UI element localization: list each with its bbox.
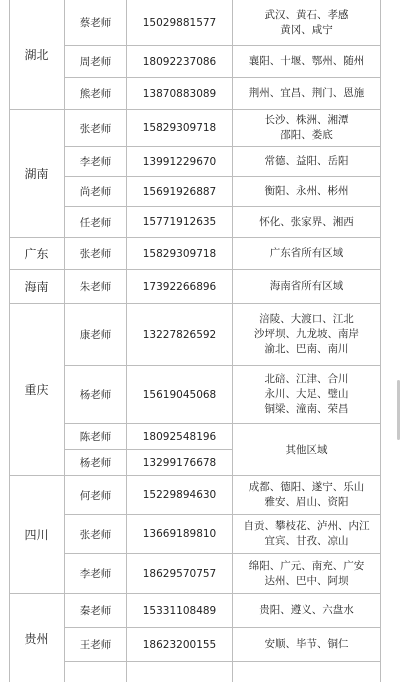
area-line: 安顺、毕节、铜仁 bbox=[264, 638, 349, 650]
phone-number: 15229894630 bbox=[126, 476, 232, 514]
service-area bbox=[232, 207, 381, 237]
table-row bbox=[64, 0, 381, 46]
table-row bbox=[64, 476, 381, 515]
table-row bbox=[64, 177, 381, 207]
service-area bbox=[232, 515, 381, 553]
table-row bbox=[64, 78, 381, 110]
phone-number: 18092548196 bbox=[126, 424, 232, 449]
phone-number: 18623200155 bbox=[126, 628, 232, 661]
service-area bbox=[232, 628, 381, 661]
region-chongqing: 重庆 bbox=[9, 304, 64, 476]
phone-number: 13669189810 bbox=[126, 515, 232, 553]
area-line: 衡阳、永州、彬州 bbox=[264, 185, 349, 197]
area-line: 海南省所有区域 bbox=[269, 280, 344, 292]
service-area bbox=[232, 78, 381, 109]
table-row bbox=[64, 554, 381, 594]
area-line: 长沙、株洲、湘潭 bbox=[264, 114, 349, 126]
phone-number: 17392266896 bbox=[126, 270, 232, 303]
service-area bbox=[232, 238, 381, 269]
area-line: 荆州、宜昌、荆门、恩施 bbox=[248, 87, 365, 99]
contact-table bbox=[9, 0, 381, 682]
teacher-name bbox=[64, 662, 126, 682]
area-line: 邵阳、娄底 bbox=[280, 129, 333, 141]
table-row bbox=[64, 110, 381, 147]
teacher-name: 李老师 bbox=[64, 147, 126, 176]
region-guangdong: 广东 bbox=[9, 238, 64, 270]
service-area bbox=[232, 304, 381, 365]
teacher-name: 陈老师 bbox=[64, 424, 126, 449]
region-sichuan: 四川 bbox=[9, 476, 64, 594]
service-area bbox=[232, 177, 381, 206]
teacher-name: 任老师 bbox=[64, 207, 126, 237]
phone-number: 15691926887 bbox=[126, 177, 232, 206]
service-area bbox=[232, 46, 381, 77]
area-line: 怀化、张家界、湘西 bbox=[259, 215, 354, 228]
table-row bbox=[64, 270, 381, 304]
phone-number: 18092237086 bbox=[126, 46, 232, 77]
service-area bbox=[232, 0, 381, 45]
teacher-name: 张老师 bbox=[64, 515, 126, 553]
service-area bbox=[232, 662, 381, 682]
phone-number: 13227826592 bbox=[126, 304, 232, 365]
phone-number: 15029881577 bbox=[126, 0, 232, 45]
region-hunan: 湖南 bbox=[9, 110, 64, 238]
phone-number: 13991229670 bbox=[126, 147, 232, 176]
area-line: 涪陵、大渡口、江北 bbox=[259, 313, 354, 325]
area-line: 沙坪坝、九龙坡、南岸 bbox=[254, 328, 359, 340]
table-row bbox=[64, 594, 381, 628]
service-area bbox=[232, 366, 381, 423]
area-line: 宜宾、甘孜、凉山 bbox=[264, 535, 349, 547]
teacher-name: 张老师 bbox=[64, 238, 126, 269]
area-line: 铜梁、潼南、荣昌 bbox=[264, 403, 349, 415]
teacher-name: 熊老师 bbox=[64, 78, 126, 109]
table-row bbox=[64, 662, 381, 682]
service-area bbox=[232, 110, 381, 146]
teacher-name: 李老师 bbox=[64, 554, 126, 593]
teacher-name: 王老师 bbox=[64, 628, 126, 661]
teacher-name: 秦老师 bbox=[64, 594, 126, 627]
table-row bbox=[64, 515, 381, 554]
phone-number: 15771912635 bbox=[126, 207, 232, 237]
phone-number: 13870883089 bbox=[126, 78, 232, 109]
table-row bbox=[64, 207, 381, 238]
teacher-name: 朱老师 bbox=[64, 270, 126, 303]
region-hubei: 湖北 bbox=[9, 0, 64, 110]
service-area bbox=[232, 270, 381, 303]
service-area bbox=[232, 147, 381, 176]
region-hainan: 海南 bbox=[9, 270, 64, 304]
service-area bbox=[232, 594, 381, 627]
phone-number: 13299176678 bbox=[126, 450, 232, 475]
area-line: 北碚、江津、合川 bbox=[264, 373, 349, 385]
teacher-name: 杨老师 bbox=[64, 366, 126, 423]
teacher-name: 何老师 bbox=[64, 476, 126, 514]
teacher-name: 张老师 bbox=[64, 110, 126, 146]
table-row bbox=[64, 366, 381, 424]
phone-number: 15619045068 bbox=[126, 366, 232, 423]
region-guizhou: 贵州 bbox=[24, 631, 49, 646]
teacher-name: 周老师 bbox=[64, 46, 126, 77]
teacher-name: 杨老师 bbox=[64, 450, 126, 475]
area-line: 渝北、巴南、南川 bbox=[264, 343, 349, 355]
service-area bbox=[232, 554, 381, 593]
phone-number: 15331108489 bbox=[126, 594, 232, 627]
table-row bbox=[64, 46, 381, 78]
teacher-name: 康老师 bbox=[64, 304, 126, 365]
area-line: 广东省所有区域 bbox=[269, 247, 344, 259]
area-line: 黄冈、咸宁 bbox=[280, 23, 333, 36]
area-line: 自贡、攀枝花、泸州、内江 bbox=[243, 520, 370, 532]
area-line: 达州、巴中、阿坝 bbox=[264, 574, 349, 587]
area-line: 贵阳、遵义、六盘水 bbox=[259, 604, 354, 616]
area-line: 雅安、眉山、资阳 bbox=[264, 496, 349, 508]
area-line: 成都、德阳、遂宁、乐山 bbox=[248, 481, 365, 493]
table-row bbox=[64, 147, 381, 177]
merged-service-area: 其他区域 bbox=[232, 424, 381, 476]
phone-number bbox=[126, 662, 232, 682]
area-line: 绵阳、广元、南充、广安 bbox=[248, 559, 365, 572]
area-line: 武汉、黄石、孝感 bbox=[264, 8, 349, 21]
table-row bbox=[64, 628, 381, 662]
phone-number: 15829309718 bbox=[126, 238, 232, 269]
phone-number: 15829309718 bbox=[126, 110, 232, 146]
teacher-name: 尚老师 bbox=[64, 177, 126, 206]
table-row bbox=[64, 238, 381, 270]
phone-number: 18629570757 bbox=[126, 554, 232, 593]
area-line: 永川、大足、璧山 bbox=[264, 388, 349, 400]
area-line: 襄阳、十堰、鄂州、随州 bbox=[248, 55, 365, 67]
table-row bbox=[64, 304, 381, 366]
service-area bbox=[232, 476, 381, 514]
teacher-name: 蔡老师 bbox=[64, 0, 126, 45]
area-line: 常德、益阳、岳阳 bbox=[264, 155, 349, 167]
